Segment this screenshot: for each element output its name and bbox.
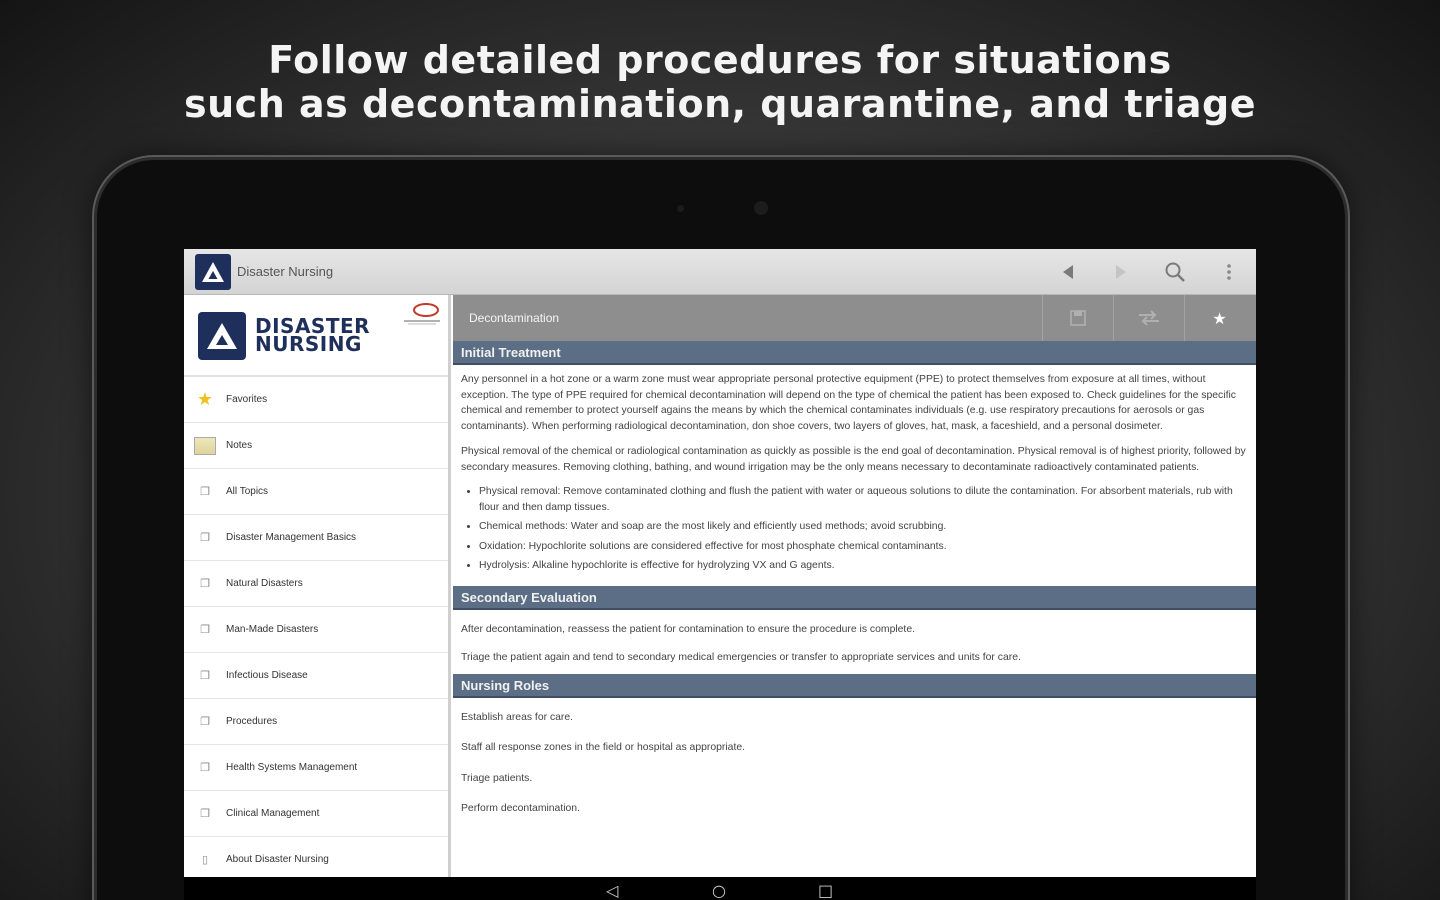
- sidebar-item-disaster-management-basics[interactable]: [184, 515, 448, 561]
- section-paragraph: Staff all response zones in the field or hospital as appropriate.: [461, 742, 745, 753]
- app-title: Disaster Nursing: [237, 264, 334, 279]
- section-paragraph: Triage the patient again and tend to secondary medical emergencies or transfer to appropriate services and units for care.: [461, 652, 1021, 663]
- promo-line-2: such as decontamination, quarantine, and triage: [184, 82, 1256, 126]
- app-logo-icon[interactable]: [195, 254, 231, 290]
- section-paragraph: Physical removal of the chemical or radiological contamination as quickly as possible is the end goal of decontamination. Physical removal is of highest priority, followed by secondary measures. Removing clothing, bathing, and wound irrigation may be the only means necessary to decontaminate radioactively contaminated patients.: [461, 446, 1246, 473]
- section-paragraph: Perform decontamination.: [461, 803, 580, 814]
- topic-bar: [453, 295, 1256, 341]
- sensor-dot: [677, 205, 684, 212]
- topic-title: Decontamination: [469, 311, 560, 325]
- sidebar-item-label: Health Systems Management: [226, 762, 358, 773]
- page-icon: ❐: [200, 486, 210, 498]
- sidebar: [184, 295, 451, 900]
- sidebar-item-infectious-disease[interactable]: [184, 653, 448, 699]
- page-icon: ❐: [200, 670, 210, 682]
- sidebar-item-label: Notes: [226, 440, 253, 451]
- sidebar-item-label: Favorites: [226, 394, 268, 405]
- camera-icon: [754, 201, 768, 215]
- brand-name: [255, 314, 371, 356]
- app-screen: [184, 249, 1256, 900]
- system-nav-bar: [184, 877, 1256, 900]
- sidebar-item-label: Natural Disasters: [226, 578, 303, 589]
- page-icon: ▯: [201, 854, 209, 866]
- swap-icon[interactable]: [1113, 295, 1183, 341]
- bullet-list: [453, 478, 1256, 586]
- page-icon: ❐: [200, 808, 210, 820]
- brand-logo-icon: [198, 312, 246, 360]
- sidebar-item-label: Infectious Disease: [226, 670, 308, 681]
- save-icon[interactable]: [1042, 295, 1112, 341]
- sidebar-item-all-topics[interactable]: [184, 469, 448, 515]
- sidebar-item-label: All Topics: [226, 486, 269, 497]
- action-bar: [184, 249, 1256, 295]
- sidebar-item-man-made-disasters[interactable]: [184, 607, 448, 653]
- section-heading: Initial Treatment: [453, 341, 1256, 365]
- sidebar-item-procedures[interactable]: [184, 699, 448, 745]
- list-item: • Chemical methods: Water and soap are the most likely and efficiently used methods; avoid scrubbing.: [479, 519, 1248, 535]
- nav-home-icon[interactable]: ○: [712, 881, 726, 900]
- page-icon: ❐: [200, 762, 210, 774]
- promo-title: [0, 38, 1440, 126]
- publisher-logo-icon: [402, 301, 442, 327]
- sidebar-item-clinical-management[interactable]: [184, 791, 448, 837]
- sidebar-item-label: Procedures: [226, 716, 278, 727]
- section-heading: Nursing Roles: [453, 674, 1256, 698]
- sidebar-item-health-systems-management[interactable]: [184, 745, 448, 791]
- content-pane: [453, 295, 1256, 900]
- nav-back-icon[interactable]: ◁: [606, 881, 619, 900]
- sidebar-item-label: Disaster Management Basics: [226, 532, 357, 543]
- list-item: • Oxidation: Hypochlorite solutions are considered effective for most phosphate chemical contaminants.: [479, 539, 1248, 555]
- overflow-menu-icon[interactable]: [1213, 257, 1245, 287]
- section-paragraph: Any personnel in a hot zone or a warm zone must wear appropriate personal protective equipment (PPE) to protect themselves from exposure at all times, without exception. The type of PPE required for chemical decontamination will depend on the type of chemical the patient has been exposed to. Check guidelines for the specific chemical and remember to protect yourself agains the means by which the chemical contaminates individuals (e.g. use respiratory precautions for aerosols or gas contaminants). When performing radiological decontamination, don shoe covers, two layers of gloves, hat, mask, a faceshield, and a personal dosimeter.: [461, 374, 1236, 432]
- sidebar-item-label: Man-Made Disasters: [226, 624, 319, 635]
- sidebar-item-notes[interactable]: [184, 423, 448, 469]
- favorite-star-icon[interactable]: ★: [1184, 295, 1254, 341]
- sidebar-item-favorites[interactable]: [184, 377, 448, 423]
- brand-name-line-1: DISASTER: [255, 314, 371, 338]
- list-item: • Hydrolysis: Alkaline hypochlorite is effective for hydrolyzing VX and G agents.: [479, 558, 1248, 574]
- page-icon: ❐: [200, 716, 210, 728]
- back-arrow-icon[interactable]: [1052, 257, 1084, 287]
- section-paragraph: Triage patients.: [461, 772, 533, 784]
- nav-recents-icon[interactable]: □: [818, 881, 834, 900]
- forward-arrow-icon[interactable]: [1105, 257, 1137, 287]
- section-paragraph: Establish areas for care.: [461, 711, 574, 723]
- notes-icon: [194, 437, 216, 455]
- section-paragraph: After decontamination, reassess the patient for contamination to ensure the procedure is complete.: [461, 623, 915, 635]
- page-icon: ❐: [200, 532, 210, 544]
- sidebar-item-natural-disasters[interactable]: [184, 561, 448, 607]
- star-icon: ★: [196, 389, 214, 409]
- section-heading: Secondary Evaluation: [453, 586, 1256, 610]
- search-icon[interactable]: [1159, 257, 1191, 287]
- sidebar-item-label: Clinical Management: [226, 808, 320, 819]
- promo-line-1: Follow detailed procedures for situations: [268, 38, 1172, 82]
- sidebar-item-label: About Disaster Nursing: [226, 854, 329, 865]
- brand-name-line-2: NURSING: [255, 332, 362, 356]
- page-icon: ❐: [200, 624, 210, 636]
- page-icon: ❐: [200, 578, 210, 590]
- list-item: • Physical removal: Remove contaminated clothing and flush the patient with water or aqueous solutions to dilute the contamination. For absorbent materials, rub with flour and then damp tissues.: [479, 484, 1248, 515]
- brand-header: [184, 295, 448, 377]
